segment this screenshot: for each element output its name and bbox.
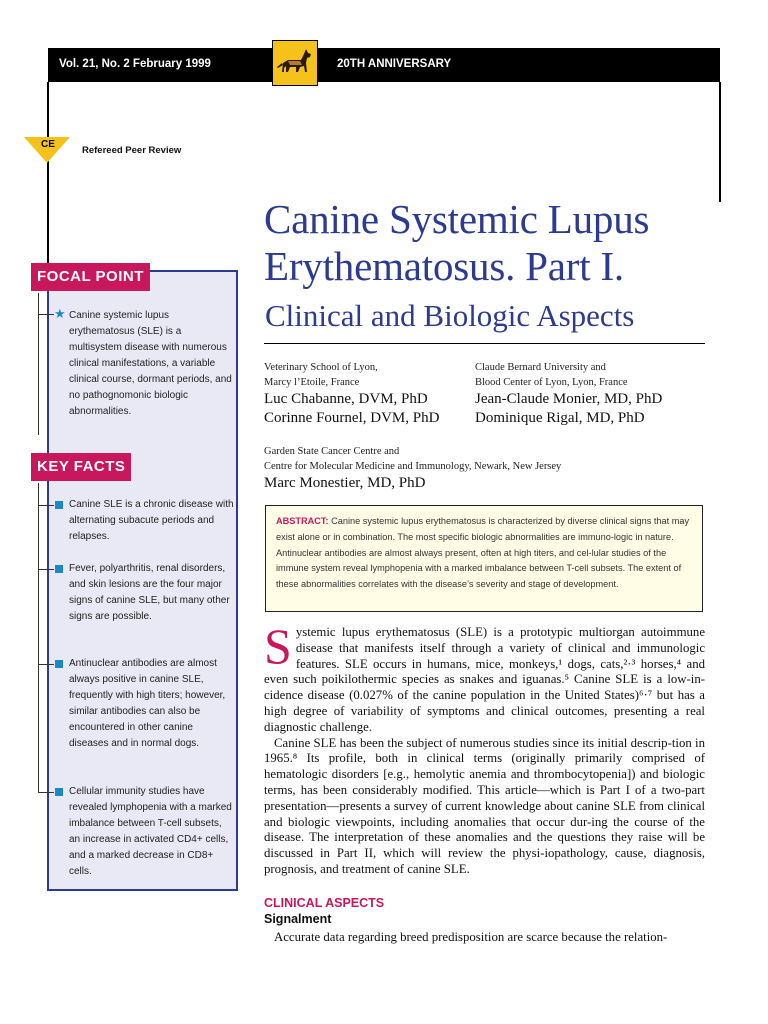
affiliation-bottom [264,444,561,474]
key-fact-4: Cellular immunity studies have revealed lymphopenia with a marked imbalance between T-cell subsets, an increase in activated CD4+ cells, and a marked decrease in CD8+ cells. [69,786,232,877]
focal-point-tag: FOCAL POINT [31,263,150,291]
ce-badge-label: CE [41,139,55,150]
title-rule [264,343,705,344]
focal-point-text: Canine systemic lupus erythematosus (SLE) is a multisystem disease with numerous clinical manifestations, a variable clinical course, dormant periods, and no pathognomonic biologic abnormalities. [69,310,232,417]
affiliation-line: Veterinary School of Lyon, [264,362,378,373]
square-bullet-icon [55,788,63,796]
article-subtitle: Clinical and Biologic Aspects [265,298,635,333]
article-title [264,196,714,290]
author-name: Luc Chabanne, DVM, PhD [264,391,428,407]
refereed-label: Refereed Peer Review [82,145,182,156]
sidebar-connector-tick [38,664,54,665]
authors-left [264,390,439,428]
key-fact-2: Fever, polyarthritis, renal disorders, and skin lesions are the four major signs of canine SLE, but many other signs are possible. [69,563,230,622]
affiliation-line: Garden State Cancer Centre and [264,446,400,457]
issue-header-bar [48,48,720,82]
body-paragraph-2: Canine SLE has been the subject of numerous studies since its initial descrip-tion in 1965.⁸ Its profile, both in clinical terms (originally primarily comprised of hematologic disorders [e.g., hemolytic anemia and thrombocytopenia]) and biologic terms, has been considerably modified. This article—which is Part I of a two-part presentation—presents a survey of current knowledge about canine SLE from clinical and biologic viewpoints, including anomalies that occur dur-ing the course of the disease. The interpretation of these anomalies and the questions they raise will be discussed in Part II, which will review the physi-iopathology, cause, diagnosis, prognosis, and treatment of canine SLE. [264,735,705,876]
sidebar-connector-tick [38,569,54,570]
frame-line-left [47,82,49,272]
affiliation-left [264,360,378,390]
sidebar-connector-tick [38,792,54,793]
author-name: Dominique Rigal, MD, PhD [475,410,645,426]
issue-volume: Vol. 21, No. 2 February 1999 [59,58,211,70]
affiliation-line: Centre for Molecular Medicine and Immunology, Newark, New Jersey [264,461,562,472]
section-heading: CLINICAL ASPECTS [264,896,385,910]
title-line-1: Canine Systemic Lupus [264,196,650,242]
author-name: Jean-Claude Monier, MD, PhD [475,391,663,407]
title-line-2: Erythematosus. Part I. [264,243,624,289]
square-bullet-icon [55,501,63,509]
abstract-box [265,505,703,612]
affiliation-line: Blood Center of Lyon, Lyon, France [475,377,628,388]
key-fact-1: Canine SLE is a chronic disease with alternating subacute periods and relapses. [69,499,234,542]
star-icon: ★ [54,306,66,321]
article-body [264,618,705,878]
sidebar-connector-line [38,483,39,793]
affiliation-right [475,360,628,390]
body-paragraph-1: ystemic lupus erythematosus (SLE) is a prototypic multiorgan autoimmune disease that manifests itself through a variety of clinical and immunologic features. SLE occurs in humans, mice, monkeys,¹ dogs, cats,²·³ horses,⁴ and even such poikilothermic species as snakes and iguanas.⁵ Canine SLE is a low-in-cidence disease (0.027% of the canine population in the United States)⁶·⁷ but has a high degree of variability of symptoms and clinical outcomes, presenting a real diagnostic challenge. [264,625,705,734]
authors-right [475,390,662,428]
anniversary-label: 20TH ANNIVERSARY [337,58,452,70]
german-shepherd-dog-icon [272,40,318,86]
sidebar-connector-tick [38,505,54,506]
key-fact-3: Antinuclear antibodies are almost always positive in canine SLE, frequently with high titers; however, similar antibodies can also be encountered in other canine diseases and in normal dogs. [69,658,226,749]
abstract-label: ABSTRACT: [276,516,329,526]
subsection-heading: Signalment [264,912,332,926]
frame-line-right [719,82,721,202]
body-paragraph-3: Accurate data regarding breed predisposition are scarce because the relation- [274,930,668,944]
drop-cap: S [264,618,292,674]
square-bullet-icon [55,660,63,668]
sidebar-connector-tick [38,314,54,315]
abstract-text: Canine systemic lupus erythematosus is characterized by diverse clinical signs that may exist alone or in combination. The most specific biologic abnormalities are immuno-logic in nature. Antinuclear antibodies are almost always present, often at high titers, and cel-lular studies of the immune system reveal lymphopenia with a marked imbalance between T-cell subsets. The extent of these abnormalities correlates with the disease’s severity and stage of development. [276,516,690,590]
affiliation-line: Claude Bernard University and [475,362,606,373]
key-facts-tag: KEY FACTS [31,453,131,481]
author-bottom: Marc Monestier, MD, PhD [264,475,426,491]
author-name: Corinne Fournel, DVM, PhD [264,410,440,426]
affiliation-line: Marcy l’Etoile, France [264,377,360,388]
square-bullet-icon [55,565,63,573]
